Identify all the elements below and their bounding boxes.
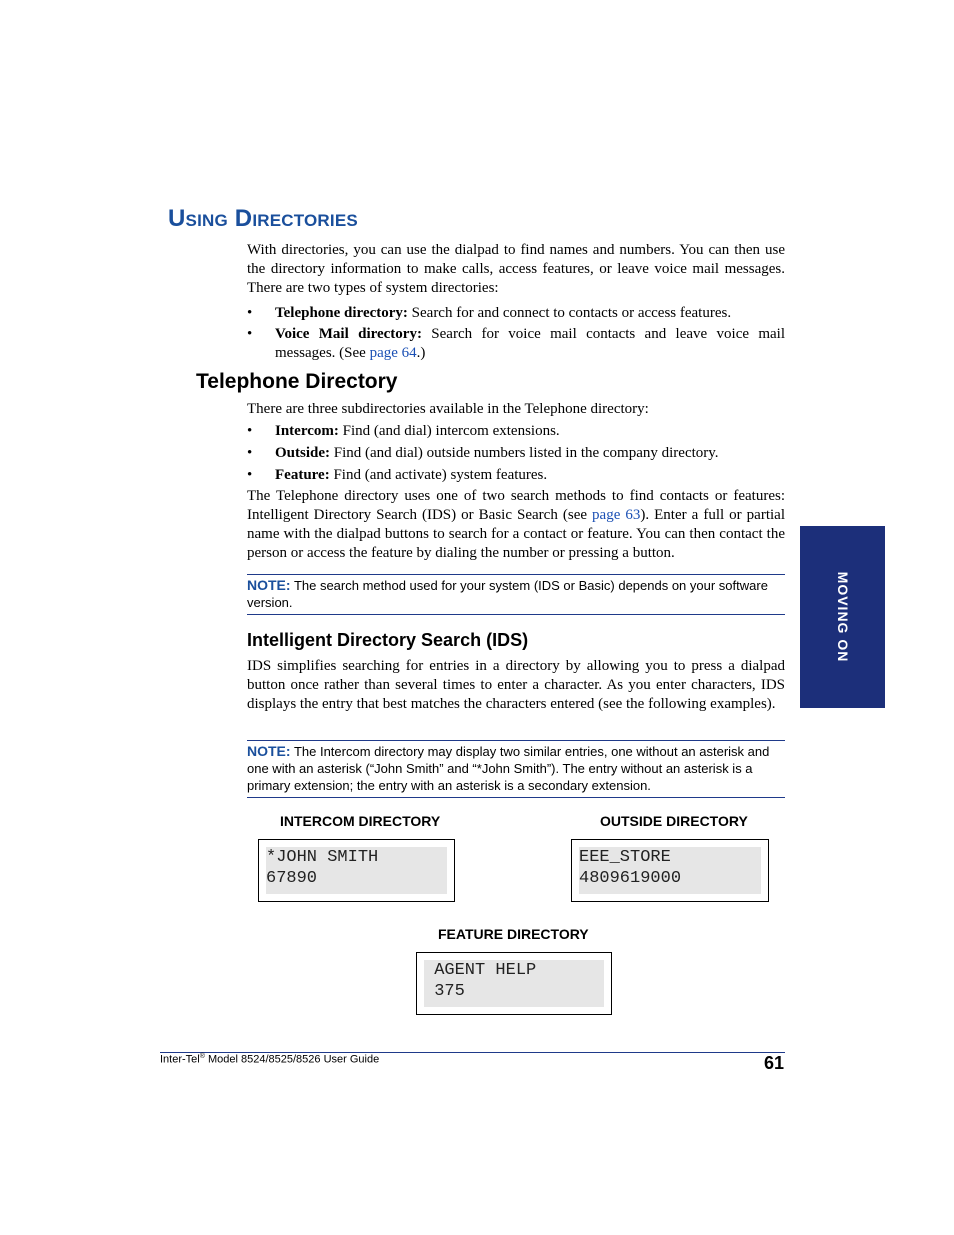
bullet-desc: Find (and dial) outside numbers listed in the company directory. (330, 445, 719, 461)
list-item (247, 304, 785, 323)
lcd-screen (579, 847, 761, 894)
bullet-term: Telephone directory: (275, 305, 408, 321)
ids-heading: Intelligent Directory Search (IDS) (247, 630, 529, 650)
lcd-line-1: AGENT HELP (424, 961, 537, 980)
lcd-screen (424, 960, 604, 1007)
page-64-link[interactable]: page 64 (369, 345, 417, 361)
list-item (247, 325, 785, 363)
bullet-icon: • (247, 326, 253, 342)
bullet-term: Voice Mail directory: (275, 326, 422, 342)
chapter-tab-label: MOVING ON (834, 571, 851, 663)
note-text: The search method used for your system (IDS or Basic) depends on your software version. (247, 578, 768, 610)
bullet-icon: • (247, 467, 253, 483)
note-box (247, 574, 785, 615)
intercom-display (258, 839, 455, 902)
heading-word-2: Directories (234, 205, 358, 232)
note-label: NOTE: (247, 577, 291, 593)
telephone-body-text-end: ). Enter a full or partial name with the dialpad buttons to search for a contact or feature. You can then contact the person or access the feature by dialing the number or pressing a button. (247, 507, 785, 561)
page-number: 61 (763, 1053, 784, 1073)
footer-title (160, 1053, 379, 1066)
outside-display (571, 839, 769, 902)
footer-reg-mark: ® (199, 1053, 205, 1060)
telephone-body-text: The Telephone directory uses one of two search methods to find contacts or features: Intelligent Directory Search (IDS) or Basic Search (see (247, 488, 785, 523)
lcd-screen (266, 847, 447, 894)
ids-body: IDS simplifies searching for entries in a directory by allowing you to press a dialpad button once rather than several times to enter a character. As you enter characters, IDS displays the entry that best matches the characters entered (see the following examples). (247, 658, 785, 712)
bullet-desc: Find (and dial) intercom extensions. (338, 423, 560, 439)
telephone-intro: There are three subdirectories available in the Telephone directory: (247, 401, 649, 417)
bullet-icon: • (247, 305, 253, 321)
lcd-line-1: *JOHN SMITH (266, 848, 379, 867)
outside-caption: OUTSIDE DIRECTORY (600, 813, 748, 829)
bullet-desc-end: .) (416, 345, 426, 361)
lcd-line-2: 4809619000 (579, 869, 682, 888)
bullet-desc: Find (and activate) system features. (329, 467, 548, 483)
bullet-desc: Search for and connect to contacts or access features. (407, 305, 732, 321)
lcd-line-2: 67890 (266, 869, 318, 888)
lcd-line-2: 375 (424, 982, 465, 1001)
list-item (247, 444, 785, 463)
feature-caption: FEATURE DIRECTORY (438, 926, 589, 942)
list-item (247, 422, 785, 441)
page-63-link[interactable]: page 63 (592, 507, 641, 523)
footer-brand: Inter-Tel (160, 1053, 200, 1066)
bullet-icon: • (247, 445, 253, 461)
feature-display (416, 952, 612, 1015)
intro-paragraph: With directories, you can use the dialpad to find names and numbers. You can then use the directory information to make calls, access features, or leave voice mail messages. There are two types of system directories: (247, 242, 785, 296)
note-box (247, 740, 785, 798)
note-text: The Intercom directory may display two similar entries, one without an asterisk and one with an asterisk (“John Smith” and “*John Smith”). The entry without an asterisk is a primary extension; the entry with an asterisk is a secondary extension. (247, 744, 770, 793)
bullet-term: Feature: (275, 467, 330, 483)
bullet-icon: • (247, 423, 253, 439)
list-item (247, 466, 785, 485)
telephone-body (247, 487, 785, 563)
footer-model: Model 8524/8525/8526 User Guide (204, 1053, 380, 1066)
bullet-term: Outside: (275, 445, 331, 461)
chapter-tab (800, 526, 885, 708)
telephone-directory-heading: Telephone Directory (196, 370, 398, 393)
note-label: NOTE: (247, 743, 291, 759)
intercom-caption: INTERCOM DIRECTORY (280, 813, 441, 829)
bullet-desc: Search for voice mail contacts and leave voice mail messages. (See (275, 326, 786, 361)
bullet-term: Intercom: (275, 423, 339, 439)
heading-word-1: Using (168, 205, 228, 232)
lcd-line-1: EEE_STORE (579, 848, 671, 867)
section-heading (168, 205, 358, 233)
